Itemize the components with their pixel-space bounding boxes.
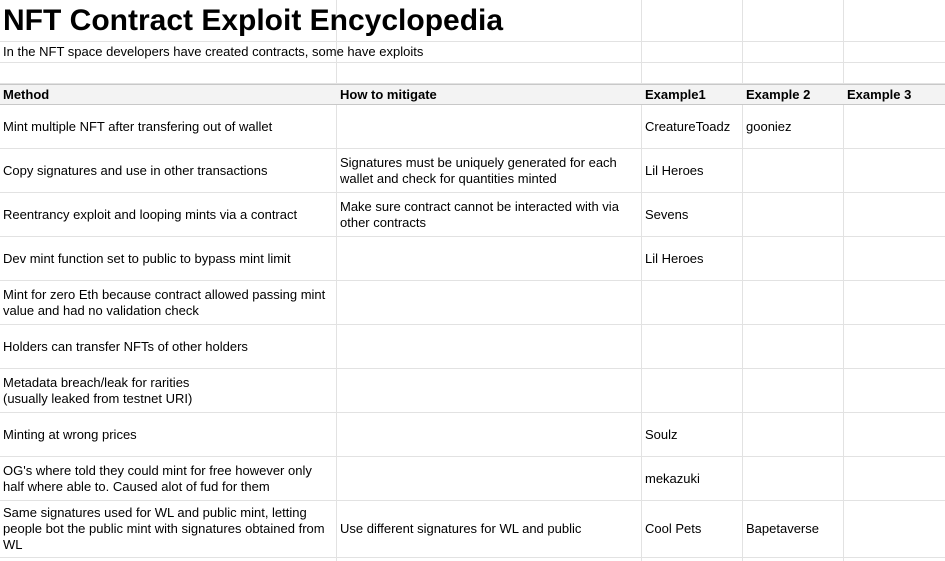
cell-method[interactable]: Reentrancy exploit and looping mints via a contract xyxy=(3,206,298,222)
cell-example1[interactable]: Soulz xyxy=(645,426,678,442)
cell-mitigate[interactable] xyxy=(337,413,641,456)
cell-example3[interactable] xyxy=(844,413,945,456)
cell-example2[interactable] xyxy=(743,325,843,368)
cell-method[interactable]: Same signatures used for WL and public mint, letting people bot the public mint with signatures obtained from WL xyxy=(3,505,325,552)
cell-mitigate[interactable] xyxy=(337,325,641,368)
table-row xyxy=(0,501,945,558)
cell-example1[interactable]: Lil Heroes xyxy=(645,162,704,178)
table-row xyxy=(0,149,945,193)
column-header-mitigate[interactable]: How to mitigate xyxy=(340,86,437,102)
cell-example3[interactable] xyxy=(844,325,945,368)
cell-example2[interactable] xyxy=(743,413,843,456)
table-row xyxy=(0,457,945,501)
column-header-method[interactable]: Method xyxy=(3,86,50,102)
table-row xyxy=(0,193,945,237)
cell-example1[interactable] xyxy=(642,325,742,368)
cell-method[interactable]: Mint for zero Eth because contract allowed passing mint value and had no validation check xyxy=(3,286,326,318)
cell-example1[interactable]: mekazuki xyxy=(645,470,700,486)
table-row xyxy=(0,369,945,413)
table-row xyxy=(0,325,945,369)
table-header xyxy=(0,84,945,105)
cell-example3[interactable] xyxy=(844,501,945,557)
cell-example2[interactable] xyxy=(743,237,843,280)
cell-example2[interactable] xyxy=(743,281,843,324)
cell-example2[interactable]: Bapetaverse xyxy=(746,521,819,536)
cell-mitigate[interactable] xyxy=(337,457,641,500)
table-row xyxy=(0,413,945,457)
cell-example2[interactable] xyxy=(743,149,843,192)
cell-method[interactable]: Holders can transfer NFTs of other holders xyxy=(3,338,248,354)
page-subtitle[interactable]: In the NFT space developers have created contracts, some have exploits xyxy=(3,44,424,59)
cell-mitigate[interactable] xyxy=(337,369,641,412)
cell-example3[interactable] xyxy=(844,149,945,192)
page-title[interactable]: NFT Contract Exploit Encyclopedia xyxy=(3,3,504,37)
cell-mitigate[interactable] xyxy=(337,105,641,148)
cell-example3[interactable] xyxy=(844,105,945,148)
cell-example2[interactable] xyxy=(743,193,843,236)
cell-example2[interactable] xyxy=(743,369,843,412)
cell-example1[interactable]: Sevens xyxy=(645,206,689,222)
column-header-example2[interactable]: Example 2 xyxy=(746,86,811,102)
cell-method[interactable]: Dev mint function set to public to bypass mint limit xyxy=(3,250,291,266)
cell-method[interactable]: Copy signatures and use in other transactions xyxy=(3,162,268,178)
cell-mitigate[interactable] xyxy=(337,281,641,324)
cell-example1[interactable]: CreatureToadz xyxy=(645,118,731,134)
table-row xyxy=(0,281,945,325)
cell-method[interactable]: OG's where told they could mint for free however only half where able to. Caused alot of fud for them xyxy=(3,462,312,494)
cell-mitigate[interactable]: Use different signatures for WL and public xyxy=(340,521,582,536)
cell-method[interactable]: Mint multiple NFT after transfering out of wallet xyxy=(3,118,273,134)
cell-example1[interactable] xyxy=(642,369,742,412)
cell-method[interactable]: Metadata breach/leak for rarities (usually leaked from testnet URI) xyxy=(3,374,193,406)
cell-example2[interactable]: gooniez xyxy=(746,118,792,134)
cell-example1[interactable]: Cool Pets xyxy=(645,521,702,536)
title-row xyxy=(0,0,945,42)
empty-row xyxy=(0,63,945,84)
cell-example1[interactable] xyxy=(642,281,742,324)
subtitle-row xyxy=(0,42,945,63)
cell-mitigate[interactable] xyxy=(337,237,641,280)
cell-example3[interactable] xyxy=(844,193,945,236)
cell-example2[interactable] xyxy=(743,457,843,500)
cell-mitigate[interactable]: Signatures must be uniquely generated for each wallet and check for quantities minted xyxy=(340,154,617,186)
column-header-example1[interactable]: Example1 xyxy=(645,86,706,102)
cell-example3[interactable] xyxy=(844,457,945,500)
cell-method[interactable]: Minting at wrong prices xyxy=(3,426,137,442)
cell-example3[interactable] xyxy=(844,281,945,324)
cell-example1[interactable]: Lil Heroes xyxy=(645,250,704,266)
cell-example3[interactable] xyxy=(844,237,945,280)
cell-example3[interactable] xyxy=(844,369,945,412)
table-row xyxy=(0,237,945,281)
cell-mitigate[interactable]: Make sure contract cannot be interacted with via other contracts xyxy=(340,198,619,230)
column-header-example3[interactable]: Example 3 xyxy=(847,86,912,102)
table-row xyxy=(0,105,945,149)
